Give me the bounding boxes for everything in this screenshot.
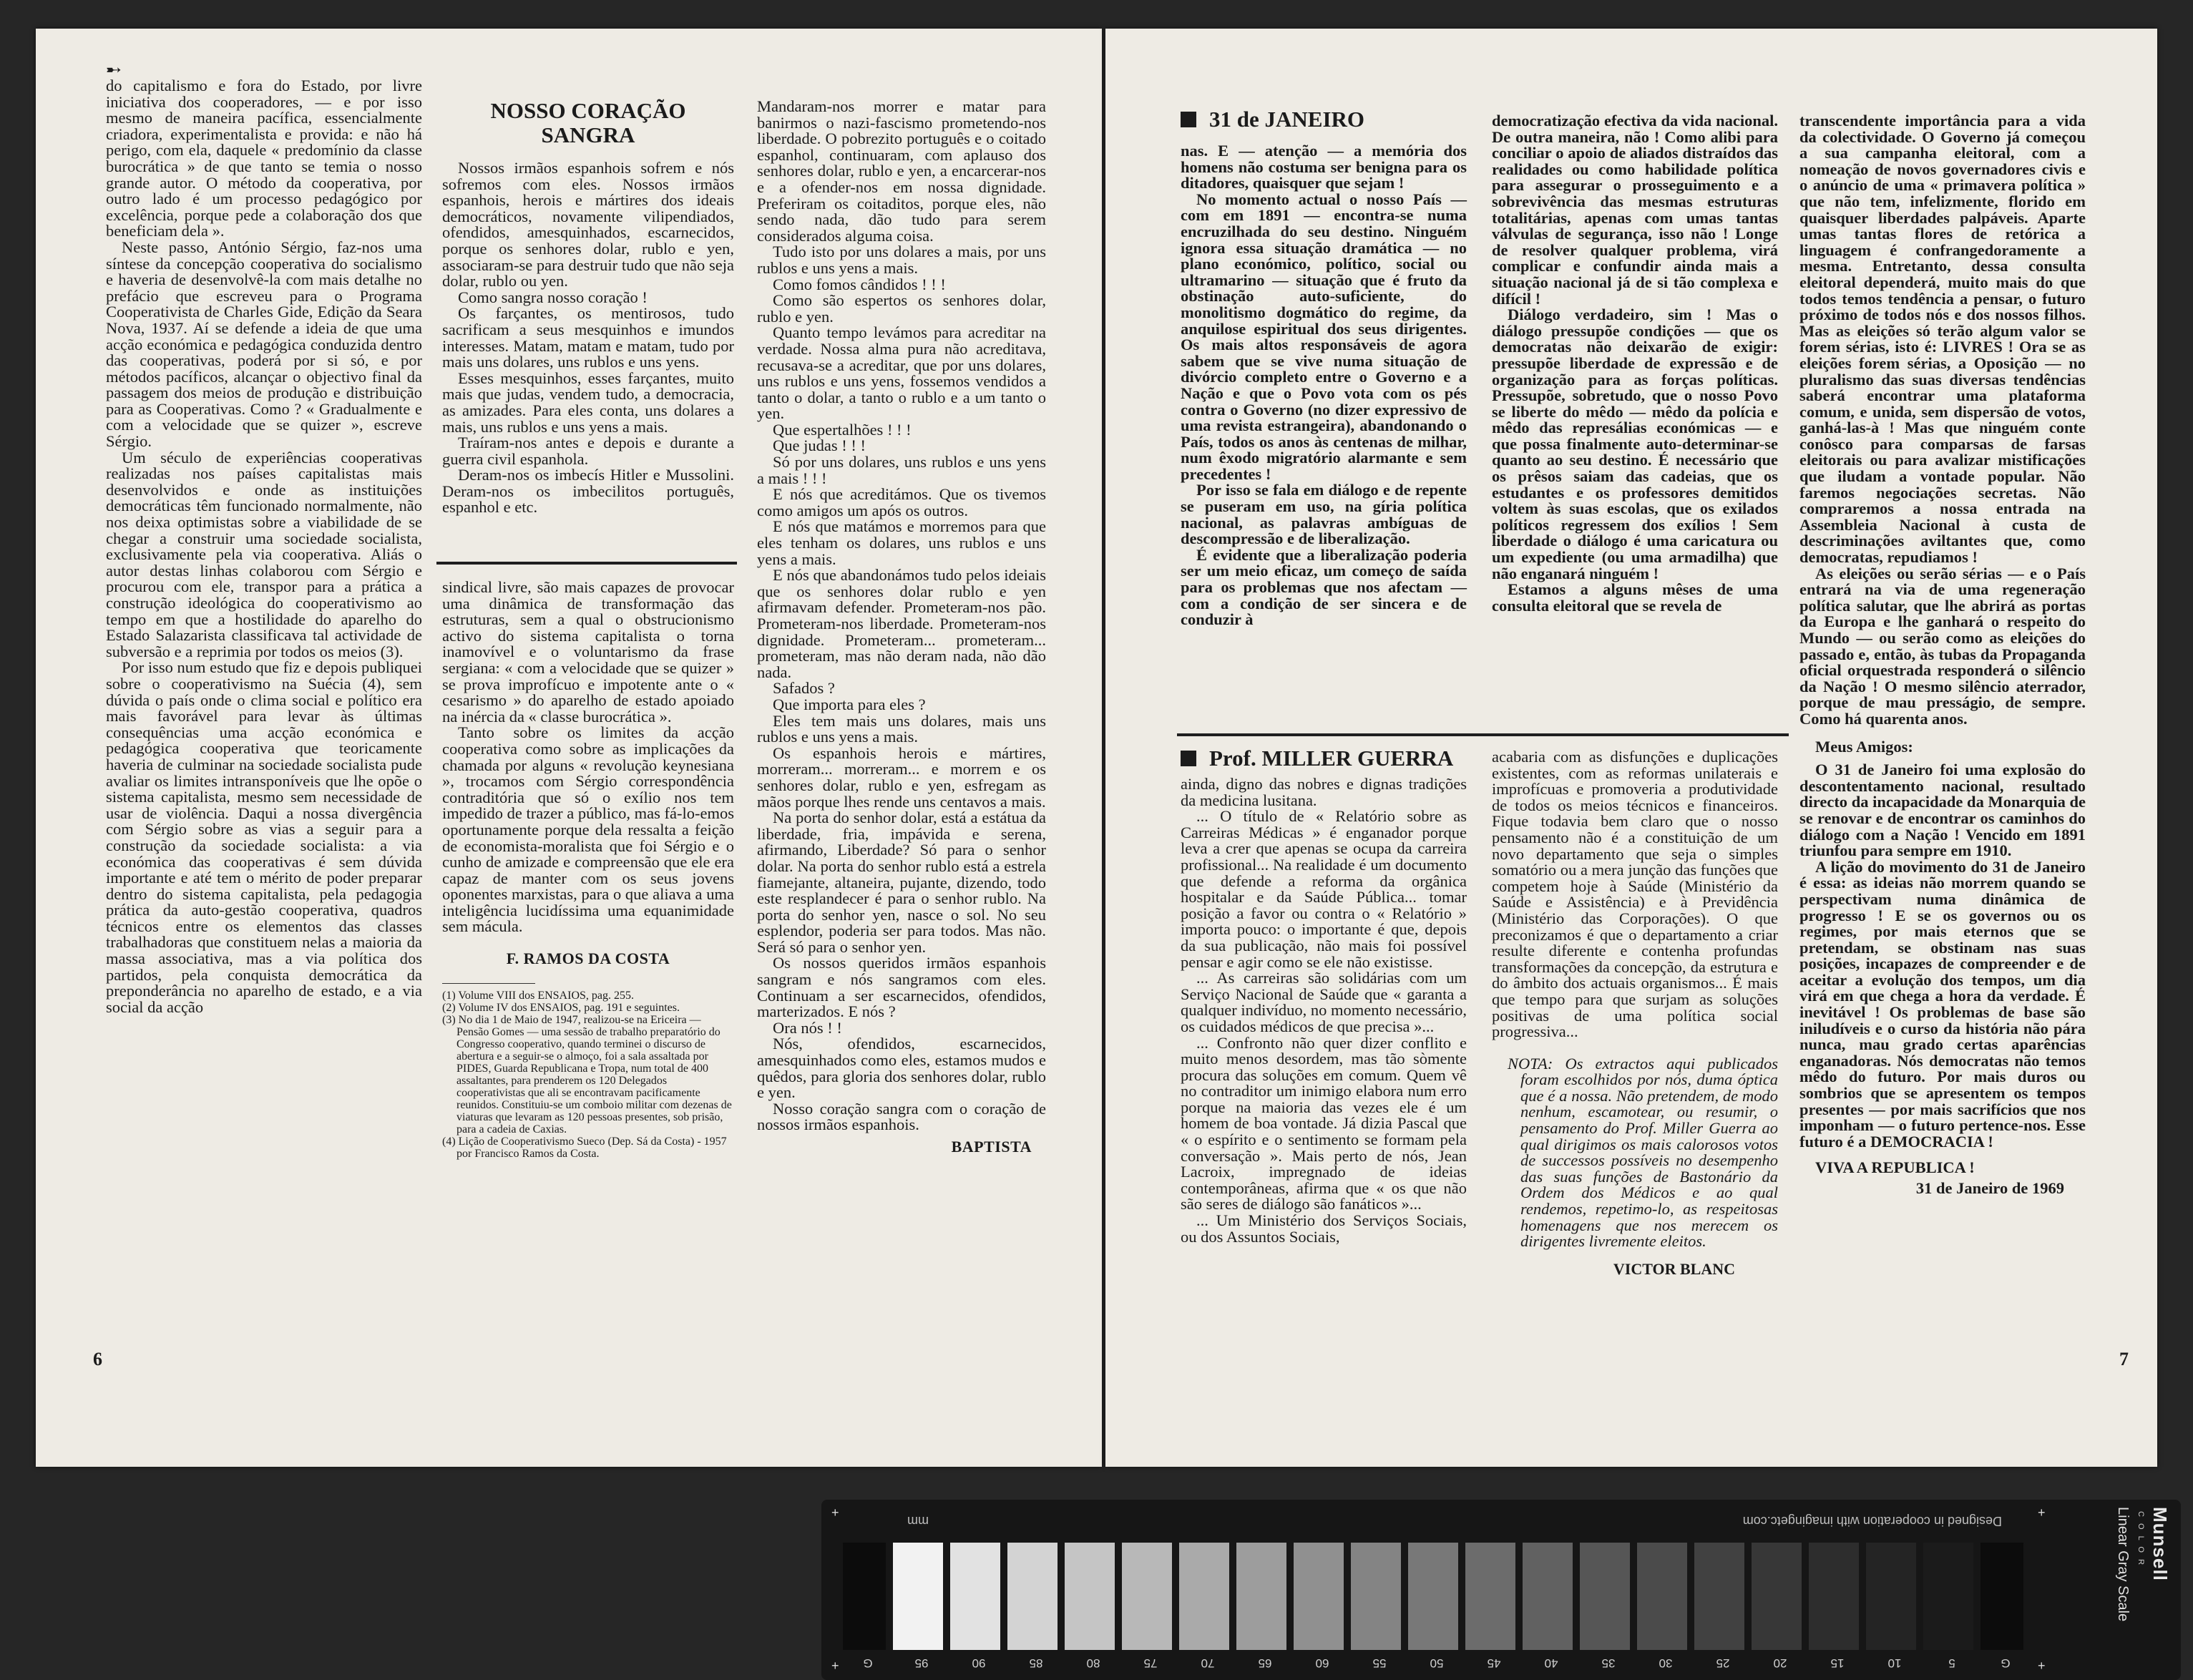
gray-patch [1408, 1543, 1458, 1650]
gray-patch-label: 60 [1315, 1656, 1329, 1670]
paragraph: Esses mesquinhos, esses farçantes, muito mais que judas, vendem tudo, a democracia, as amizades. Para eles conta, uns dolares a mais, uns rublos e uns yens a mais. [442, 368, 734, 436]
byline-ramos-da-costa: F. RAMOS DA COSTA [506, 949, 670, 968]
page-number-right: 7 [2119, 1349, 2129, 1369]
gray-patch-label: 75 [1143, 1656, 1158, 1670]
byline-victor-blanc: VICTOR BLANC [1613, 1259, 1735, 1278]
paragraph: Neste passo, António Sérgio, faz-nos uma síntese da concepção cooperativa do socialismo e haveria de desenvolvê-la com mais detalhe no prefácio que escreveu para o Programa Cooperativista de Charles Gide, Edição da Seara Nova, 1937. Aí se defende a ideia de que uma acção económica e pedagógica conduzida dentro das cooperativas, poderá por si só, e por métodos pacíficos, alcançar o objectivo final da passagem dos meios de produção e distribuição para as Cooperativas. Como ? « Gradualmente e com a velocidade que se quizer », escreve Sérgio. [106, 238, 422, 451]
paragraph: Que espertalhões ! ! ! [773, 420, 912, 439]
registration-mark-icon: + [831, 1505, 839, 1520]
col2-lower-body [442, 580, 734, 935]
paragraph: Tudo isto por uns dolares a mais, por uns rublos e uns yens a mais. [757, 243, 1046, 277]
footnote: (2) Volume IV dos ENSAIOS, pag. 191 e seguintes. [442, 1001, 680, 1014]
paragraph: E nós que matámos e morremos para que eles tenham os dolares, uns rublos e uns yens a mais. [757, 517, 1046, 568]
article1-col3-body [1799, 113, 2086, 728]
gray-patch-label: G [2001, 1656, 2011, 1670]
gray-patch [1809, 1543, 1859, 1650]
paragraph: O 31 de Janeiro foi uma explosão do descontentamento nacional, resultado directo da incapacidade da Monarquia de se renovar e de encontrar os caminhos do diálogo com a Nação ! Vencido em 1891 triunfou para sempre em 1910. [1799, 761, 2086, 860]
gray-patch [950, 1543, 1000, 1650]
registration-mark-icon: + [2038, 1659, 2046, 1673]
article-title-31-janeiro: 31 de JANEIRO [1181, 107, 1364, 132]
article2-column-2 [1492, 749, 1778, 1277]
munsell-gray-scale-card [821, 1500, 2181, 1680]
paragraph: Eles tem mais uns dolares, mais uns rublos e uns yens a mais. [757, 711, 1046, 746]
paragraph: Por isso se fala em diálogo e de repente se puseram em uso, na gíria política nacional, as palavras ambíguas de descompressão e de liberalização. [1181, 481, 1467, 548]
paragraph: nas. E — atenção — a memória dos homens não costuma ser benigna para os ditadores, quaisquer que sejam ! [1181, 142, 1467, 192]
continuation-arrow-icon: ➸ [106, 59, 122, 80]
article-divider-rule [1177, 733, 1789, 736]
gray-patch-label: 30 [1659, 1656, 1673, 1670]
byline-baptista: BAPTISTA [951, 1138, 1032, 1156]
gray-patch-labels [843, 1653, 2031, 1670]
gray-patch-label: 80 [1086, 1656, 1100, 1670]
gray-patch [1465, 1543, 1515, 1650]
paragraph: Ora nós ! ! [773, 1018, 842, 1037]
gray-patch-label: 55 [1372, 1656, 1387, 1670]
paragraph: E nós que abandonámos tudo pelos ideiais que os senhores dolar rublo e yen afirmavam defender. Prometeram-nos pão. Prometeram-nos liberdade. Prometeram-nos dignidade. Prometeram... prometeram... prometeram, mas não deram nada, não dão nada. [757, 566, 1046, 681]
title-square-icon [1181, 112, 1196, 127]
column-rule [436, 562, 737, 565]
col1-body [106, 78, 422, 1015]
paragraph: Que importa para eles ? [773, 695, 926, 713]
gray-patch [1179, 1543, 1229, 1650]
paragraph: Os farçantes, os mentirosos, tudo sacrificam a seus mesquinhos e imundos interesses. Matam, matam e matam, tudo por mais uns dolares, uns rublos e uns yens. [442, 304, 734, 371]
munsell-brand-sub: C O L O R [2136, 1511, 2145, 1567]
paragraph: As eleições ou serão sérias — e o País entrará na via de uma regeneração política salutar, que lhe abrirá as portas da Europa e lhe ganhará o respeito do Mundo — ou serão como as eleições do passado e, então, às tubas da Propaganda oficial orquestrada responderá o silêncio da Nação ! O mesmo silêncio aterrador, porque de mau presságio, de sempre. Como há quarenta anos. [1799, 564, 2086, 728]
paragraph: Por isso num estudo que fiz e depois publiquei sobre o cooperativismo na Suécia (4), sem dúvida o país onde o clima social e político era mais favorável para levar às últimas consequências uma acção económica e pedagógica cooperativa que teoricamente haveria de culminar na sociedade socialista pude avaliar os limites intransponíveis que lhe opõe o sistema capitalista, mesmo sem necessidade de usar de violência. Daqui a nossa divergência com Sérgio sobre as vias a seguir para a construção da sociedade socialista: a via económica das cooperativas é sem dúvida importante e até tem o mérito de poder preparar dentro do sistema capitalista, pela pedagogia prática da auto-gestão cooperativa, quadros técnicos entre os elementos das classes trabalhadoras que constituem nelas a maioria da massa associativa, mas a via política dos partidos, pela conquista democrática da preponderância no aparelho de estado, e a via social da acção [106, 658, 422, 1016]
scale-unit: mm [907, 1514, 929, 1528]
footnote: (1) Volume VIII dos ENSAIOS, pag. 255. [442, 989, 634, 1002]
col3-body [757, 99, 1046, 1133]
gray-patch-label: 85 [1029, 1656, 1043, 1670]
munsell-brand: Munsell [2149, 1507, 2171, 1581]
paragraph: Um século de experiências cooperativas realizadas nos países capitalistas mais desenvolvidos e onde as instituições democráticas têm funcionado normalmente, não nos deixa optimistas sobre a viabilidade de se chegar a construir uma sociedade socialista, exclusivamente pela via cooperativa. Aliás o autor destas linhas colaborou com Sérgio e procurou com ele, transpor para a prática a construção ideológica do cooperativismo ao tempo em que a hostilidade do aparelho do Estado Salazarista classificava tal actividade de subversão e a reprimia por todos os meios (3). [106, 448, 422, 660]
paragraph: É evidente que a liberalização poderia ser um meio eficaz, um começo de saída para os problemas que nos afectam — com a condição de ser sincera e de conduzir à [1181, 545, 1467, 629]
scale-credit: Designed in cooperation with imagingetc.com [1742, 1514, 2002, 1528]
paragraph: transcendente importância para a vida da colectividade. O Governo já começou a sua campanha eleitoral, com a nomeação de novos governadores civis e o anúncio de uma « primavera política » que não tem, infelizmente, florido em quaisquer liberdades palpáveis. Aparte umas tantas flores de retórica a linguagem é confrangedoramente a mesma. Entretanto, dessa consulta eleitoral dependerá, muito mais do que todos temos tendência a pensar, o futuro próximo de todos nós e dos nossos filhos. Mas as eleições só terão algum valor se forem sérias, isto é: LIVRES ! Ora se as eleições forem sérias, a Oposição — no pluralismo das suas diversas tendências saberá encontrar uma plataforma comum, e unida, sem dispersão de votos, ganhá-las-à ! Mas que ninguém conte conôsco para comparsas de farsas eleitorais ou para avalizar mistificações que iludam a vontade popular. Não faremos negociações secretas. Não compraremos a nossa entrada na Assembleia Nacional à custa de descriminações aviltantes que, como democratas, repudiamos ! [1799, 112, 2086, 567]
col2-body [442, 160, 734, 516]
paragraph: Diálogo verdadeiro, sim ! Mas o diálogo pressupõe condições — que os democratas não deixarão de exigir: pressupõe liberdade de expressão e de organização para as forças políticas. Pressupõe, sobretudo, que o nosso Povo se liberte do mêdo — mêdo da polícia e mêdo das represálias económicas — e que possa finalmente auto-determinar-se quanto ao seu destino. É necessário que os prêsos saiam das cadeias, que os estudantes e os professores demitidos voltem às suas escolas, que os exilados políticos regressem dos exílios ! Sem liberdade o diálogo é uma caricatura ou um expediente (ou uma armadilha) que não enganará ninguém ! [1492, 306, 1778, 582]
article2-column-1 [1181, 776, 1467, 1245]
scale-top-text [886, 1510, 2002, 1528]
article1-col2-body [1492, 113, 1778, 614]
paragraph: Nós, ofendidos, escarnecidos, amesquinhados como eles, estamos mudos e quêdos, para gloria dos senhores dolar, rublo e yen. [757, 1035, 1046, 1102]
gray-patch [893, 1543, 943, 1650]
gray-patch-label: 10 [1887, 1656, 1902, 1670]
article1-col1-body [1181, 143, 1467, 628]
gray-patch-label: G [863, 1656, 873, 1670]
paragraph: Nosso coração sangra com o coração de nossos irmãos espanhois. [757, 1099, 1046, 1134]
paragraph: acabaria com as disfunções e duplicações existentes, com as reformas unilaterais e improfícuas e promoveria a produtividade de todos os meios técnicos e financeiros. Fique todavia bem claro que o nosso pensamento não é a constituição de um novo departamento que seja o simples somatório ou a mera junção das funções que competem hoje à Saúde (Ministério da Saúde e Assistência) e à Previdência (Ministério das Corporações). O que preconizamos é que o departamento a criar resulte diferente e contenha profundas transformações da concepção, da estrutura e do âmbito dos actuais organismos... É mais que tempo para que surjam as soluções positivas de uma política social progressiva... [1492, 748, 1778, 1041]
paragraph: No momento actual o nosso País — com em 1891 — encontra-se numa encruzilhada do seu destino. Ninguém ignora essa situação dramática — no plano económico, político, social ou ultramarino — situação que é fruto da obstinação auto-suficiente, do monolitismo dogmático do regime, da anquilose espiritual dos seus dirigentes. Os mais altos responsáveis de agora sabem que se vive numa situação de divórcio completo entre o Governo e a Nação e que o Povo vota com os pés contra o Governo (no dizer expressivo de uma revista estrangeira), abandonando o País, todos os anos às centenas de milhar, num êxodo migratório alarmante e sem precedentes ! [1181, 190, 1467, 483]
paragraph: ... Um Ministério dos Serviços Sociais, ou dos Assuntos Sociais, [1181, 1211, 1467, 1246]
article1-column-2 [1492, 113, 1778, 614]
gray-patch [1637, 1543, 1687, 1650]
gray-patch [1866, 1543, 1916, 1650]
paragraph: E nós que acreditámos. Que os tivemos como amigos um após os outros. [757, 485, 1046, 519]
paragraph: Na porta do senhor dolar, está a estátua da liberdade, fria, impávida e serena, afirmando, Liberdade? Só para o senhor dolar. Na porta do senhor rublo está a estrela fiamejante, altaneira, pujante, dizendo, todo este resplandecer é para o senhor rublo. Na porta do senhor yen, nasce o sol. No seu esplendor, poderia ser para todos. Mas não. Será só para o senhor yen. [757, 809, 1046, 956]
gray-patch [1752, 1543, 1802, 1650]
paragraph: A lição do movimento do 31 de Janeiro é essa: as ideias não morrem quando se perspectivam numa dinâmica de progresso ! E se os governos ou os regimes, por mais eternos que se pretendam, se obstinam nas suas posições, incapazes de compreender e de aceitar a evolução dos tempos, um dia virá em que chega a hora da verdade. É inevitável ! Os problemas de base são iniludíveis e o curso da história não pára nunca, mau grado certas aparências enganadoras. Nós democratas não temos mêdo do futuro. Por mais duros ou sombrios que se apresentem os tempos presentes — por mais sacrifícios que nos imponham — o futuro pertence-nos. Esse futuro é a DEMOCRACIA ! [1799, 857, 2086, 1151]
gray-patch-label: 5 [1948, 1656, 1955, 1670]
gray-patch [1122, 1543, 1172, 1650]
gray-patch-label: 20 [1773, 1656, 1787, 1670]
gray-patch-label: 15 [1830, 1656, 1845, 1670]
gray-patches [843, 1543, 2031, 1650]
article-title-miller-guerra: Prof. MILLER GUERRA [1181, 746, 1453, 771]
paragraph: Mandaram-nos morrer e matar para banirmos o nazi-fascismo prometendo-nos liberdade. O pobrezito português e o coitado espanhol, continuaram, com aplauso dos senhores dolar, rublo e yen, a encarcerar-nos e a ofender-nos em nossa dignidade. Preferiram os coitaditos, porque eles, não sendo nada, dão tudo para serem considerados alguma coisa. [757, 97, 1046, 245]
right-page [1105, 29, 2157, 1467]
paragraph: Nossos irmãos espanhois sofrem e nós sofremos com eles. Nossos irmãos espanhois, herois e mártires dos ideais democráticos, novamente vilipendiados, ofendidos, amesquinhados, escarnecidos, porque os senhores dolar, rublo e yen, associaram-se para destruir tudo que não seja dolar, rublo ou yen. [442, 159, 734, 290]
left-page [36, 29, 1102, 1467]
paragraph: ainda, digno das nobres e dignas tradições da medicina lusitana. [1181, 775, 1467, 809]
paragraph: Os espanhois herois e mártires, morreram... morreram... e morrem e os senhores dolar, rublo e yen, esfregam as mãos porque lhes rende uns centavos a mais. [757, 743, 1046, 811]
paragraph: do capitalismo e fora do Estado, por livre iniciativa dos cooperadores, — e por isso mesmo de maneira pacífica, essencialmente criadora, experimentalista e provida: e não há perigo, com ela, daquele « predomínio da classe burocrática » de que tanto se temia o nosso grande autor. O método da cooperativa, por outro lado é um processo pedagógico por excelência, porque pede a colaboração dos que beneficiam dela ». [106, 77, 422, 240]
left-column-1 [106, 61, 422, 1015]
gray-patch-label: 35 [1601, 1656, 1616, 1670]
title-square-icon [1181, 751, 1196, 766]
article1-column-1 [1181, 143, 1467, 628]
paragraph: Que judas ! ! ! [773, 436, 866, 455]
article1-col3-end [1799, 762, 2086, 1150]
footnote: (3) No dia 1 de Maio de 1947, realizou-se na Ericeira — Pensão Gomes — uma sessão de trabalho preparatório do Congresso cooperativo, quando terminei o discurso de abertura e a seguir-se o almoço, foi a sala assaltada por PIDES, Guarda Republicana e Tropa, num total de 400 assaltantes, para prenderem os 120 Delegados cooperativistas que ali se encontravam pacificamente reunidos. Constituiu-se um comboio militar com dezenas de viaturas que levaram as 120 pessoas presentes, sob prisão, para a cadeia de Caxias. [442, 1013, 732, 1136]
gray-patch [1351, 1543, 1401, 1650]
paragraph: Quanto tempo levámos para acreditar na verdade. Nossa alma pura não acreditava, recusava-se a acreditar, que por uns dolares, uns rublos e uns yens, fossemos vendidos a tanto o dolar, a tanto o rublo e a um tanto o yen. [757, 323, 1046, 423]
article2-col1-body [1181, 776, 1467, 1245]
article1-date: 31 de Janeiro de 1969 [1915, 1179, 2064, 1197]
paragraph: ... Confronto não quer dizer conflito e muito menos desordem, mas tão sòmente procura das soluções em comum. Quem vê no contraditor um inimigo elabora num erro porque na maioria das vezes ele é um homem de boa vontade. Já dizia Pascal que « o espírito e o sentimento se formam pela conversação ». Mais perto de nós, Jean Lacroix, impregnado de ideias contemporâneas, afirma que « os que não são seres de diálogo são fanáticos »... [1181, 1033, 1467, 1213]
page-number-left: 6 [93, 1349, 102, 1369]
paragraph: Como sangra nosso coração ! [458, 288, 648, 306]
gray-patch-label: 65 [1258, 1656, 1272, 1670]
paragraph: democratização efectiva da vida nacional. De outra maneira, não ! Como alibi para conciliar o apoio de aliados distraídos das realidades ou como habilidade política para assegurar o prosseguimento e a sobrevivência das mesmas estruturas totalitárias, apenas com umas tantas válvulas de segurança, isso não ! Longe de resolver qualquer problema, virá complicar e confundir ainda mais a situação nacional já de si tão complexa e difícil ! [1492, 112, 1778, 308]
paragraph: Traíram-nos antes e depois e durante a guerra civil espanhola. [442, 434, 734, 468]
paragraph: Estamos a alguns mêses de uma consulta eleitoral que se revela de [1492, 580, 1778, 615]
paragraph: sindical livre, são mais capazes de provocar uma dinâmica de transformação das estruturas, sem a qual o obstrucionismo activo do sistema capitalista o torna inamovível e o voluntarismo da frase sergiana: « com a velocidade que se quizer » se prova improfícuo e impotente ante o « cesarismo » do aparelho de estado apoiado na inércia da « classe burocrática ». [442, 578, 734, 726]
munsell-logo [2109, 1507, 2174, 1673]
scale-description: Linear Gray Scale [2115, 1507, 2131, 1622]
salutation: Meus Amigos: [1815, 737, 1913, 756]
gray-patch-label: 70 [1201, 1656, 1215, 1670]
paragraph: Os nossos queridos irmãos espanhois sangram e nós sangramos com eles. Continuam a ser escarnecidos, ofendidos, marterizados. E nós ? [757, 954, 1046, 1021]
gray-patch [1980, 1543, 2023, 1650]
gray-patch [1065, 1543, 1115, 1650]
paragraph: Deram-nos os imbecís Hitler e Mussolini. Deram-nos os imbecilitos português, espanhol e etc. [442, 466, 734, 517]
gray-patch [1923, 1543, 1973, 1650]
left-column-2 [442, 99, 734, 516]
gray-patch [1236, 1543, 1286, 1650]
footnote: (4) Lição de Cooperativismo Sueco (Dep. Sá da Costa) - 1957 por Francisco Ramos da Costa. [442, 1135, 727, 1160]
left-column-2-lower [442, 580, 734, 1160]
paragraph: ... As carreiras são solidárias com um Serviço Nacional de Saúde que « garanta a qualquer indivíduo, no momento necessário, os cuidados médicos de que precisa »... [1181, 969, 1467, 1035]
paragraph: Safados ? [773, 679, 835, 698]
paragraph: Tanto sobre os limites da acção cooperativa como sobre as implicações da chamada por alguns « revolução keynesiana », trocamos com Sérgio correspondência contraditória que só o exílio nos tem impedido de trazer a público, mas fá-lo-emos oportunamente porque dela ressalta a feição de economista-moralista que foi Sérgio e o cunho de amizade e compreensão que ele era capaz de manter com os seus jovens oponentes marxistas, para o que aliava a uma inteligência lucidíssima uma equanimidade sem mácula. [442, 723, 734, 936]
registration-mark-icon: + [831, 1659, 839, 1673]
gray-patch [843, 1543, 886, 1650]
editorial-note: NOTA: Os extractos aqui publicados foram escolhidos por nós, duma óptica que é a nossa. Não pretendem, de modo nenhum, escamotear, ou resumir, o pensamento do Prof. Miller Guerra ao qual dirigimos os mais calorosos votos de successos possíveis no desempenho das suas funções de Bastonário da Ordem dos Médicos e ao qual rendemos, repetimo-lo, as respeitosas homenagens que nos merecem os dirigentes livremente eleitos. [1508, 1054, 1778, 1251]
gray-patch [1580, 1543, 1630, 1650]
paragraph: Como fomos cândidos ! ! ! [773, 275, 946, 293]
paragraph: Só por uns dolares, uns rublos e uns yens a mais ! ! ! [757, 453, 1046, 487]
gray-patch-label: 45 [1487, 1656, 1501, 1670]
article2-col2-body [1492, 749, 1778, 1040]
registration-mark-icon: + [2038, 1505, 2046, 1520]
gray-patch [1007, 1543, 1058, 1650]
footnotes [442, 990, 734, 1160]
article-title-nosso-coracao: NOSSO CORAÇÃO SANGRA [490, 98, 686, 147]
gray-patch-label: 95 [914, 1656, 929, 1670]
paragraph: Como são espertos os senhores dolar, rublo e yen. [757, 291, 1046, 326]
gray-patch-label: 40 [1544, 1656, 1558, 1670]
gray-patch [1523, 1543, 1573, 1650]
gray-patch-label: 25 [1716, 1656, 1730, 1670]
gray-patch [1694, 1543, 1744, 1650]
left-column-3 [757, 99, 1046, 1156]
paragraph: ... O título de « Relatório sobre as Carreiras Médicas » é enganador porque leva a crer que apenas se ocupa da carreira profissional... Na realidade é um documento que defende a reforma da orgânica hospitalar e da Saúde Pública... tomar posição a favor ou contra o « Relatório » importa pouco: o importante é que, depois da sua publicação, não mais foi possível pensar e agir como se ele não existisse. [1181, 807, 1467, 971]
gray-patch-label: 90 [972, 1656, 986, 1670]
viva-a-republica: VIVA A REPUBLICA ! [1815, 1158, 1975, 1177]
gray-patch [1294, 1543, 1344, 1650]
footnote-divider [442, 983, 535, 984]
article1-column-3 [1799, 113, 2086, 1197]
gray-patch-label: 50 [1430, 1656, 1444, 1670]
